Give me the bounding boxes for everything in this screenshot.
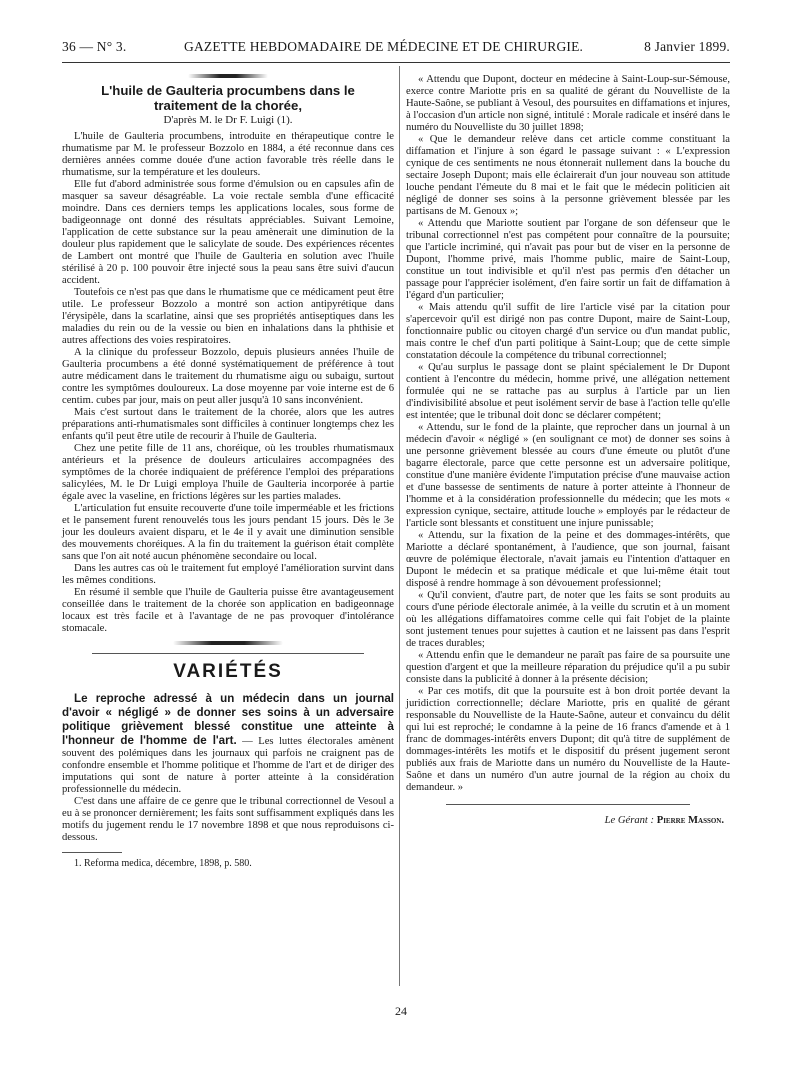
section-heading: VARIÉTÉS: [173, 661, 283, 682]
article-title-line-2: traitement de la chorée,: [153, 98, 303, 113]
column-divider: [399, 66, 400, 986]
header-rule: [62, 62, 730, 63]
judgment-paragraph: « Attendu enfin que le demandeur ne paraît pas faire de sa poursuite une question d'argent et que la meilleure réparation du préjudice qu'il a pu subir consiste dans la publicité à donner à la présente décision;: [406, 650, 730, 685]
article-paragraph: Toutefois ce n'est pas que dans le rhumatisme que ce médicament peut être utile. Le professeur Bozzolo a montré son action antipyrétique dans l'érysipèle, dans la scarlatine, ainsi que ses propriétés antiseptiques dans les maladies du rein ou de la vessie ou bien en inhalations dans la phthisie et autres affections des voies respiratoires.: [62, 287, 394, 346]
article-end-ornament: [173, 641, 283, 645]
article-paragraph: Elle fut d'abord administrée sous forme d'émulsion ou en capsules afin de masquer sa saveur désagréable. La voie rectale sembla d'une efficacité moindre. Dans ces derniers temps les applications locales, sous forme de badigeonnage ont donné des résultats appréciables. Suivant Lemoine, l'application de cette substance sur la peau amènerait une diminution de la douleur plus rapidement que le salicylate de soude. Des expériences récentes de Lambert ont montré que l'huile de Gaulteria en solution avec l'huile stérilisé à 20 p. 100 pouvoir être injecté sous la peau sans être suivi d'aucun accident.: [62, 179, 394, 286]
judgment-paragraph: « Que le demandeur relève dans cet article comme constituant la diffamation et l'injure à son égard le passage suivant : « L'expression cynique de ces sentiments ne nous étonnerait nullement dans la bouche du sectaire Joseph Dupont; mais elle éclairerait d'un jour nouveau son attitude louche pendant l'émeute du 8 mai et le fait que le médecin politicien ait négligé de donner ses soins à la personne grièvement blessée par les partisans de M. Genoux »;: [406, 134, 730, 217]
article-title-line-1: L'huile de Gaulteria procumbens dans le: [101, 83, 355, 98]
article-byline: D'après M. le Dr F. Luigi (1).: [163, 114, 293, 126]
right-column: [406, 74, 730, 827]
gerant-name: Pierre Masson.: [656, 815, 724, 826]
issue-date: 8 Janvier 1899.: [644, 39, 730, 54]
left-column: [62, 74, 394, 870]
article-paragraph: Dans les autres cas où le traitement fut employé l'amélioration survint dans les mêmes conditions.: [62, 563, 394, 586]
footnote: 1. Reforma medica, décembre, 1898, p. 580.: [74, 858, 252, 869]
page-number: 24: [395, 1004, 407, 1018]
journal-title: GAZETTE HEBDOMADAIRE DE MÉDECINE ET DE CHIRURGIE.: [184, 39, 584, 54]
judgment-end-rule: [446, 804, 690, 805]
judgment-paragraph: « Attendu, sur le fond de la plainte, que reprocher dans un journal à un médecin d'avoir « négligé » (en soulignant ce mot) de donner ses soins à une personne grièvement blessée au cours d'une émeute ou plutôt d'une bagarre électorale, parce que cette personne est un adversaire politique, constitue d'une manière évidente l'imputation précise d'une mauvaise action et d'une bassesse de sentiments de nature à porter atteinte à l'honneur de l'homme et à la considération professionnelle du médecin; que les mots « expression cynique, sectaire, attitude louche » employés par le rédacteur de l'article sont blessants et constituent une injure punissable;: [406, 422, 730, 529]
judgment-paragraph: « Mais attendu qu'il suffit de lire l'article visé par la citation pour s'apercevoir qu'il est dirigé non pas contre Dupont, maire de Saint-Loup, fonctionnaire public ou citoyen chargé d'un service ou d'un mandat public, mais contre le chef d'un parti politique à Saint-Loup; que de cette simple constatation découle la compétence du tribunal correctionnel;: [406, 302, 730, 361]
judgment-paragraph: « Attendu, sur la fixation de la peine et des dommages-intérêts, que Mariotte a déclaré spontanément, à l'audience, que son journal, faisant œuvre de polémique électorale, n'avait jamais eu l'intention d'attaquer en Dupont le médecin et sa pratique médicale et que lui-même était tout disposé à rendre hommage à son dévouement professionnel;: [406, 530, 730, 589]
article-paragraph: A la clinique du professeur Bozzolo, depuis plusieurs années l'huile de Gaulteria procumbens a été donné systématiquement de préférence à tout autre médicament dans le traitement du rhumatisme aigu ou subaigu, surtout contre les symptômes douloureux. La dose moyenne par voie interne est de 6 centim. cubes par jour, mais on peut aller jusqu'à 10 sans inconvénient.: [62, 347, 394, 406]
varietes-intro-text: — Les luttes électorales amènent souvent des polémiques dans les journaux qui parfois ne craignent pas de confondre ensemble et l'homme politique et l'homme de l'art et de diriger des imputations qui sont de nature à porter atteinte à la considération professionnelle du médecin.: [62, 736, 394, 795]
varietes-intro: [62, 692, 394, 796]
gerant-signature: [406, 815, 724, 827]
article-paragraph: L'articulation fut ensuite recouverte d'une toile imperméable et les frictions et le pansement furent renouvelés tous les jours pendant 15 jours. Dès le 3e jour les douleurs avaient disparu, et le 4e il y avait une diminution sensible des mouvements choréiques. A la fin du traitement la guérison était complète sans que l'on ait noté aucun phénomène secondaire ou local.: [62, 503, 394, 562]
judgment-paragraph: « Attendu que Dupont, docteur en médecine à Saint-Loup-sur-Sémouse, exerce contre Mariotte pris en sa qualité de gérant du Nouvelliste de la Haute-Saône, se publiant à Vesoul, des poursuites en diffamations et injures, à l'occasion d'un article non signé, intitulé : Morale radicale et inséré dans le numéro du Nouvelliste du 30 juillet 1898;: [406, 74, 730, 133]
article-paragraph: Mais c'est surtout dans le traitement de la chorée, alors que les autres préparations anti-rhumatismales sont difficiles à continuer longtemps chez les enfants qu'il peut être utile de recourir à l'huile de Gaulteria.: [62, 407, 394, 442]
article-paragraph: L'huile de Gaulteria procumbens, introduite en thérapeutique contre le rhumatisme par M. le professeur Bozzolo en 1884, a été reconnue dans ces dernières années comme douée d'une action favorable très réelle dans le rhumatisme, sur la température et les douleurs.: [62, 131, 394, 178]
gerant-label: Le Gérant :: [604, 815, 655, 826]
running-header: [62, 38, 730, 56]
article-top-ornament: [188, 74, 268, 78]
section-rule: [92, 653, 364, 654]
judgment-paragraph: « Qu'il convient, d'autre part, de noter que les faits se sont produits au cours d'une période électorale animée, à la veille du scrutin et à un moment où les allégations diffamatoires comme celle qui fait l'objet de la plainte sont justement tenues pour sujettes à caution et ne laissent pas dans l'esprit de traces durables;: [406, 590, 730, 649]
article-paragraph: En résumé il semble que l'huile de Gaulteria puisse être avantageusement conseillée dans le traitement de la chorée son application en badigeonnage locaux est très facile et à l'avantage de ne pas provoquer d'intolérance stomacale.: [62, 587, 394, 634]
varietes-paragraph: C'est dans une affaire de ce genre que le tribunal correctionnel de Vesoul a eu à se prononcer dernièrement; les faits sont suffisamment expliqués dans les motifs du jugement rendu le 17 novembre 1898 et que nous reproduisons ci-dessous.: [62, 796, 394, 843]
article-paragraph: Chez une petite fille de 11 ans, choréique, où les troubles rhumatismaux antérieurs et la présence de douleurs articulaires accompagnées des symptômes de la chorée indiquaient de préférence l'emploi des préparations salicylées, M. le Dr Luigi employa l'huile de Gaulteria incorporée à partie égale avec la vaseline, en frictions légères sur les parties malades.: [62, 443, 394, 502]
judgment-paragraph: « Par ces motifs, dit que la poursuite est à bon droit portée devant la juridiction correctionnelle; déclare Mariotte, pris en qualité de gérant responsable du Nouvelliste de la Haute-Saône, auteur et convaincu du délit qui lui est reproché; le condamne à la peine de 16 francs d'amende et à 1 franc de dommages-intérêts envers Dupont; dit qu'à titre de supplément de dommages-intérêts les motifs et le dispositif du présent jugement seront publiés aux frais de Mariotte dans un numéro du Nouvelliste de la Haute-Saône et dans un numéro d'un autre journal de la région au choix du demandeur. »: [406, 686, 730, 793]
page-info: 36 — N° 3.: [62, 39, 127, 54]
article-title: [62, 83, 394, 113]
judgment-paragraph: « Qu'au surplus le passage dont se plaint spécialement le Dr Dupont contient à l'encontre du médecin, homme privé, une allégation nettement formulée qui ne se rattache pas au surplus à l'article par un lien d'indivisibilité absolue et peut isolément servir de base à l'action telle qu'elle est intentée; que le tribunal doit donc se déclarer compétent;: [406, 362, 730, 421]
varietes-title: Le reproche adressé à un médecin dans un journal d'avoir « négligé » de donner ses soins à un adversaire politique grièvement blessé constitue une atteinte à l'honneur de l'homme de l'art.: [62, 692, 394, 747]
judgment-paragraph: « Attendu que Mariotte soutient par l'organe de son défenseur que le tribunal correctionnel n'est pas compétent pour connaître de la poursuite; que l'article incriminé, qui n'avait pas pour but de viser en la personne de Dupont, l'homme privé, mais l'homme public, maire de Saint-Loup, constitue un tout indivisible et qu'il n'est pas permis d'en détacher un passage pour l'apprécier isolément, d'en faire sortir un fait de diffamation à l'égard d'un particulier;: [406, 218, 730, 301]
footnote-rule: [62, 852, 122, 853]
